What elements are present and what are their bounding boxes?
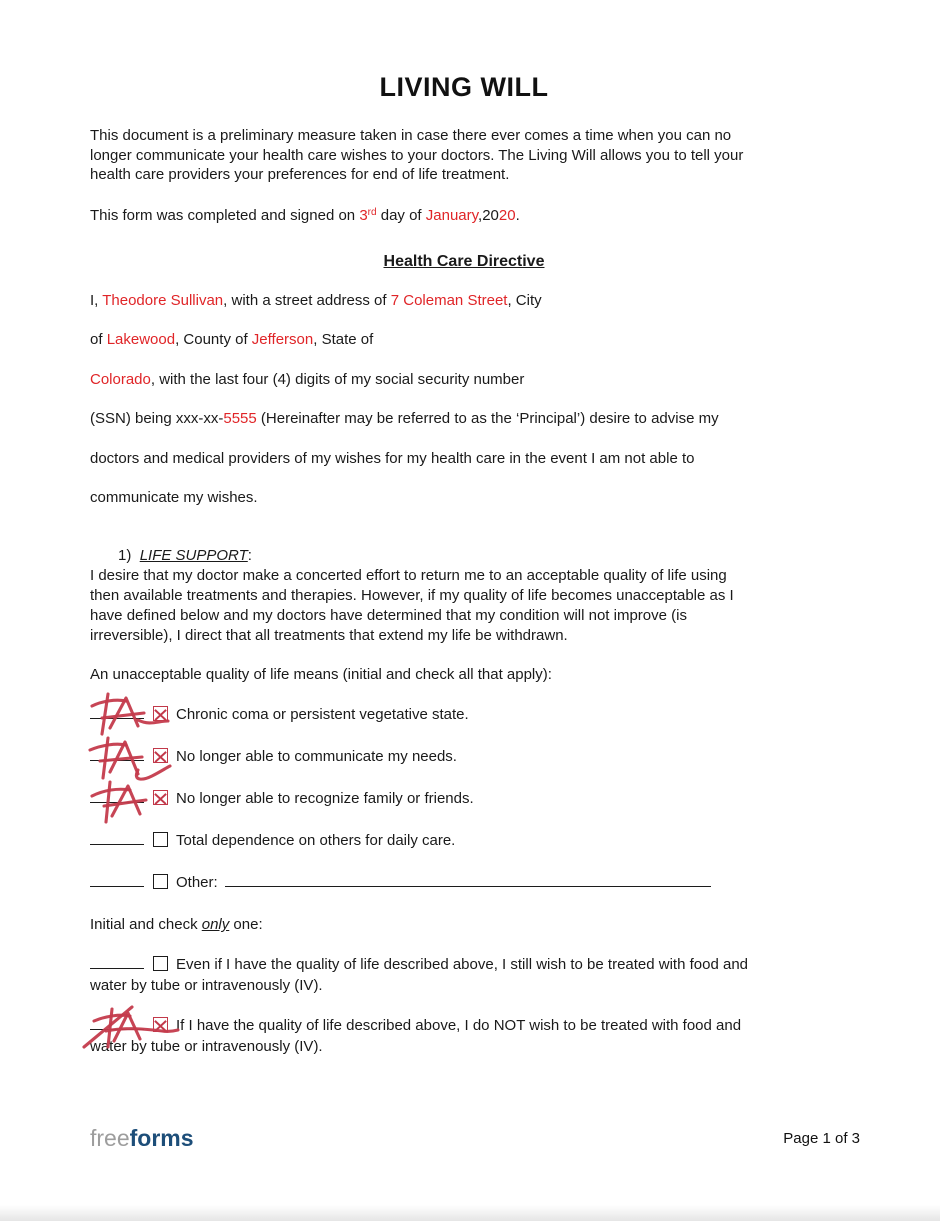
text-segment: one:	[229, 916, 263, 934]
checkbox-label: Chronic coma or persistent vegetative state.	[176, 706, 469, 724]
checkbox-label: No longer able to recognize family or friends.	[176, 790, 474, 808]
checkbox-item	[90, 789, 838, 811]
checkbox-checked[interactable]	[153, 790, 168, 805]
initials-blank[interactable]	[90, 706, 144, 719]
freeforms-logo	[90, 1126, 194, 1150]
text-segment: , City	[507, 291, 542, 309]
apply-all-intro: An unacceptable quality of life means (initial and check all that apply):	[90, 666, 552, 684]
text-segment: only	[201, 916, 230, 934]
filled-in-value: January	[425, 206, 479, 224]
page-number: Page 1 of 3	[783, 1130, 860, 1147]
checkbox-unchecked[interactable]	[153, 956, 168, 971]
filled-in-value: Lakewood	[106, 331, 176, 349]
text-segment: , with the last four (4) digits of my social security number	[150, 370, 525, 388]
initials-blank[interactable]	[90, 790, 144, 803]
text-segment: Initial and check	[90, 916, 202, 934]
checkbox-item	[90, 831, 838, 853]
checkbox-label: Total dependence on others for daily care.	[176, 832, 456, 850]
initials-blank[interactable]	[90, 956, 144, 969]
checkbox-checked[interactable]	[153, 706, 168, 721]
text-segment: communicate my wishes.	[90, 489, 258, 507]
text-segment: LIFE SUPPORT	[139, 547, 248, 565]
checkbox-item	[90, 747, 838, 769]
text-segment: I,	[90, 291, 103, 309]
logo-text-free: free	[90, 1125, 130, 1151]
initials-blank[interactable]	[90, 1017, 144, 1030]
life-support-body: I desire that my doctor make a concerted effort to return me to an acceptable quality of life using then available treatments and therapies. However, if my quality of life becomes unacceptable as I have defined below and my doctors have determined that my condition will not improve (is irreversible), I direct that all treatments that extend my life be withdrawn.	[90, 567, 734, 645]
directive-line	[90, 291, 838, 331]
initials-blank[interactable]	[90, 874, 144, 887]
checkbox-item	[90, 705, 838, 727]
text-segment: doctors and medical providers of my wishes for my health care in the event I am not able to	[90, 449, 695, 467]
directive-line	[90, 370, 838, 410]
checkbox-label: Other:	[176, 874, 218, 892]
text-segment: 1)	[118, 547, 140, 565]
text-segment: day of	[376, 206, 426, 224]
checkbox-checked[interactable]	[153, 1017, 168, 1032]
directive-line	[90, 330, 838, 370]
checkbox-checked[interactable]	[153, 748, 168, 763]
filled-in-value: 7 Coleman Street	[390, 291, 508, 309]
filled-in-value: 3	[359, 206, 368, 224]
checkbox-unchecked[interactable]	[153, 832, 168, 847]
quality-of-life-checklist	[90, 705, 838, 895]
text-segment: , State of	[313, 331, 374, 349]
text-segment: , with a street address of	[223, 291, 391, 309]
checkbox-unchecked[interactable]	[153, 874, 168, 889]
directive-line	[90, 449, 838, 489]
logo-text-forms: forms	[129, 1125, 194, 1151]
initials-blank[interactable]	[90, 748, 144, 761]
filled-in-value: rd	[367, 206, 377, 218]
checkbox-item	[90, 955, 838, 996]
other-text-blank[interactable]	[225, 874, 711, 887]
filled-in-value: 20	[498, 206, 516, 224]
text-segment: (SSN) being xxx-xx-	[90, 410, 224, 428]
section-heading-health-care-directive: Health Care Directive	[383, 252, 545, 270]
text-segment: .	[515, 206, 520, 224]
filled-in-value: 5555	[223, 410, 257, 428]
directive-paragraph	[90, 291, 838, 529]
filled-in-value: Colorado	[90, 370, 151, 388]
text-segment: , County of	[175, 331, 252, 349]
checkbox-item	[90, 1016, 838, 1057]
document-content	[90, 0, 838, 1076]
food-water-checklist	[90, 955, 838, 1057]
text-segment: (Hereinafter may be referred to as the ‘Principal’) desire to advise my	[256, 410, 719, 428]
text-segment: ,20	[478, 206, 499, 224]
document-title: LIVING WILL	[379, 72, 549, 102]
checkbox-label: If I have the quality of life described above, I do NOT wish to be treated with food and water by tube or intravenously (IV).	[90, 1017, 742, 1055]
text-segment: This form was completed and signed on	[90, 206, 360, 224]
only-one-intro	[90, 915, 838, 935]
checkbox-label: Even if I have the quality of life described above, I still wish to be treated with food and water by tube or intravenously (IV).	[90, 956, 748, 994]
directive-line	[90, 409, 838, 449]
intro-paragraph: This document is a preliminary measure taken in case there ever comes a time when you can no longer communicate your health care wishes to your doctors. The Living Will allows you to tell your health care providers your preferences for end of life treatment.	[90, 127, 744, 183]
filled-in-value: Theodore Sullivan	[102, 291, 224, 309]
checkbox-label: No longer able to communicate my needs.	[176, 748, 457, 766]
text-segment: :	[247, 547, 252, 565]
signed-date-line	[90, 206, 838, 228]
page-footer	[90, 1126, 860, 1150]
life-support-heading	[90, 546, 838, 566]
checkbox-item	[90, 873, 838, 895]
filled-in-value: Jefferson	[251, 331, 314, 349]
text-segment: of	[90, 331, 107, 349]
initials-blank[interactable]	[90, 832, 144, 845]
directive-line	[90, 488, 838, 528]
